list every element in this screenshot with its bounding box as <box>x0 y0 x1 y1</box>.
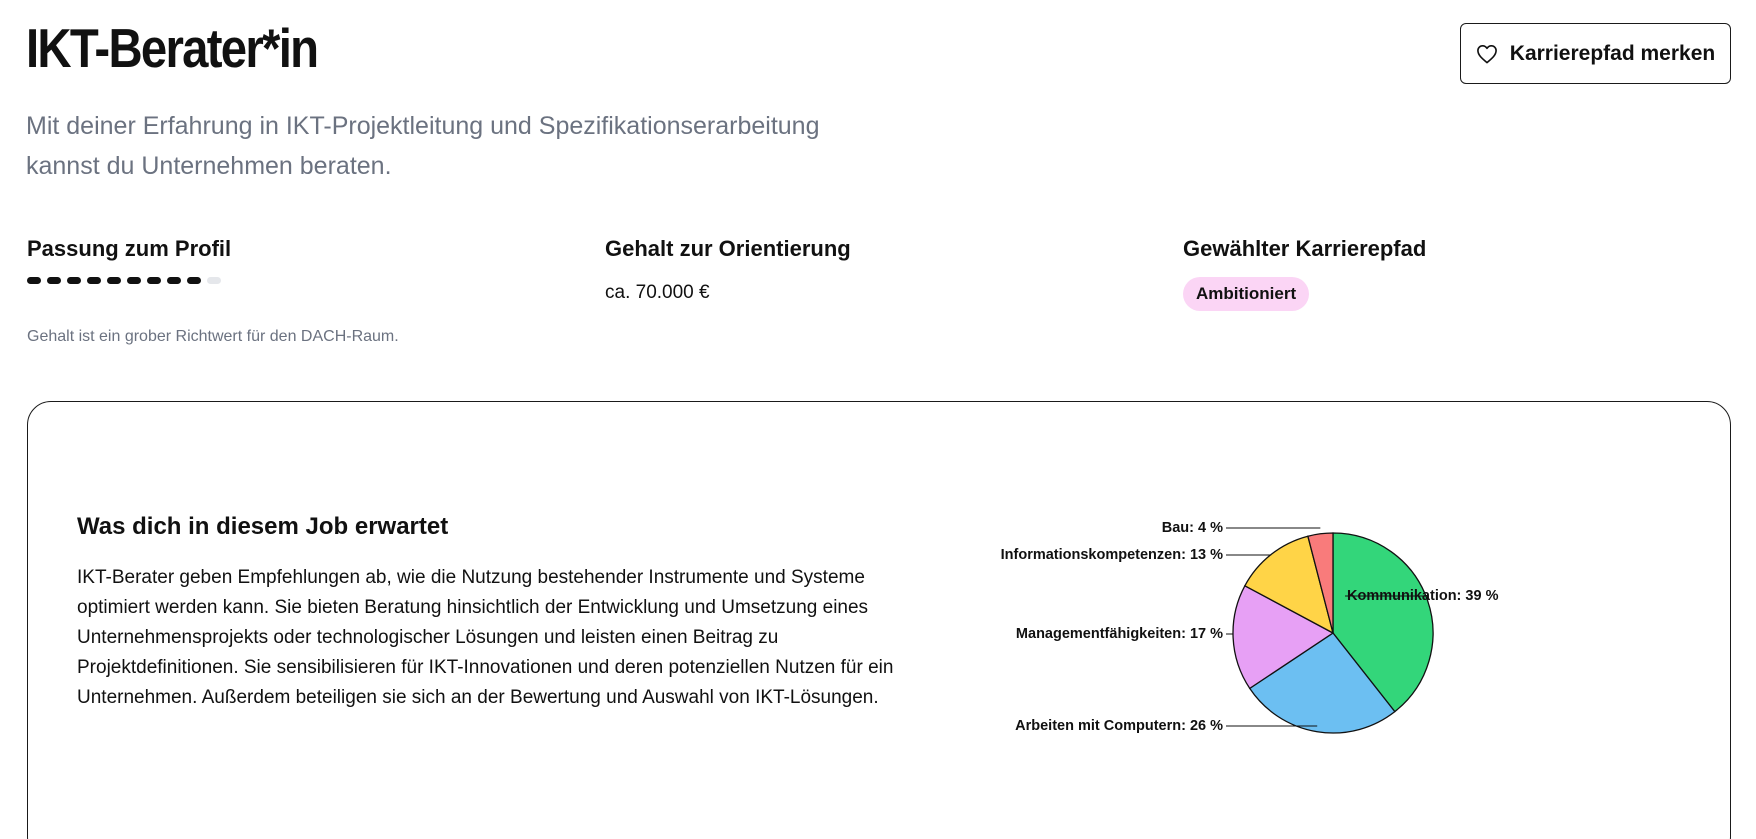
fit-dot-filled <box>167 277 181 284</box>
fit-dot-empty <box>207 277 221 284</box>
profile-fit-label: Passung zum Profil <box>27 236 232 261</box>
card-title: Was dich in diesem Job erwartet <box>77 513 449 540</box>
card-description: IKT-Berater geben Empfehlungen ab, wie die Nutzung bestehender Instrumente und Systeme optimiert werden kann. Sie bieten Beratung hinsichtlich der Entwicklung und Umsetzung eines Unternehmensprojekts oder technologischer Lösungen und leisten einen Beitrag zu Projektdefinitionen. Sie sensibilisieren für IKT-Innovationen und deren potenziellen Nutzen für ein Unternehmen. Außerdem beteiligen sie sich an der Bewertung und Auswahl von IKT-Lösungen. <box>77 567 894 708</box>
heart-icon <box>1476 44 1498 64</box>
fit-dot-filled <box>47 277 61 284</box>
pie-label-managementfaehigkeiten: Managementfähigkeiten: 17 % <box>1015 626 1223 642</box>
career-path-label: Gewählter Karrierepfad <box>1183 236 1427 261</box>
pie-label-arbeiten-mit-computern: Arbeiten mit Computern: 26 % <box>1015 718 1223 734</box>
page-subtitle: Mit deiner Erfahrung in IKT-Projektleitung und Spezifikationserarbeitung kannst du Unternehmen beraten. <box>26 112 820 180</box>
save-button-label: Karrierepfad merken <box>1509 41 1716 65</box>
fit-dot-filled <box>87 277 101 284</box>
skills-pie-chart <box>960 500 1680 760</box>
salary-note: Gehalt ist ein grober Richtwert für den DACH-Raum. <box>27 328 399 345</box>
salary-label: Gehalt zur Orientierung <box>605 236 851 261</box>
fit-dot-filled <box>187 277 201 284</box>
career-path-badge: Ambitioniert <box>1183 277 1309 311</box>
fit-dot-filled <box>27 277 41 284</box>
pie-label-kommunikation: Kommunikation: 39 % <box>1347 588 1499 604</box>
pie-label-informationskompetenzen: Informationskompetenzen: 13 % <box>1000 547 1223 563</box>
fit-dot-filled <box>107 277 121 284</box>
fit-dot-filled <box>67 277 81 284</box>
salary-value: ca. 70.000 € <box>605 282 710 303</box>
fit-dot-filled <box>127 277 141 284</box>
pie-label-bau: Bau: 4 % <box>1161 520 1223 536</box>
save-career-path-button[interactable] <box>1460 23 1731 84</box>
profile-fit-indicator <box>27 277 221 284</box>
fit-dot-filled <box>147 277 161 284</box>
page-title: IKT-Berater*in <box>26 17 318 79</box>
